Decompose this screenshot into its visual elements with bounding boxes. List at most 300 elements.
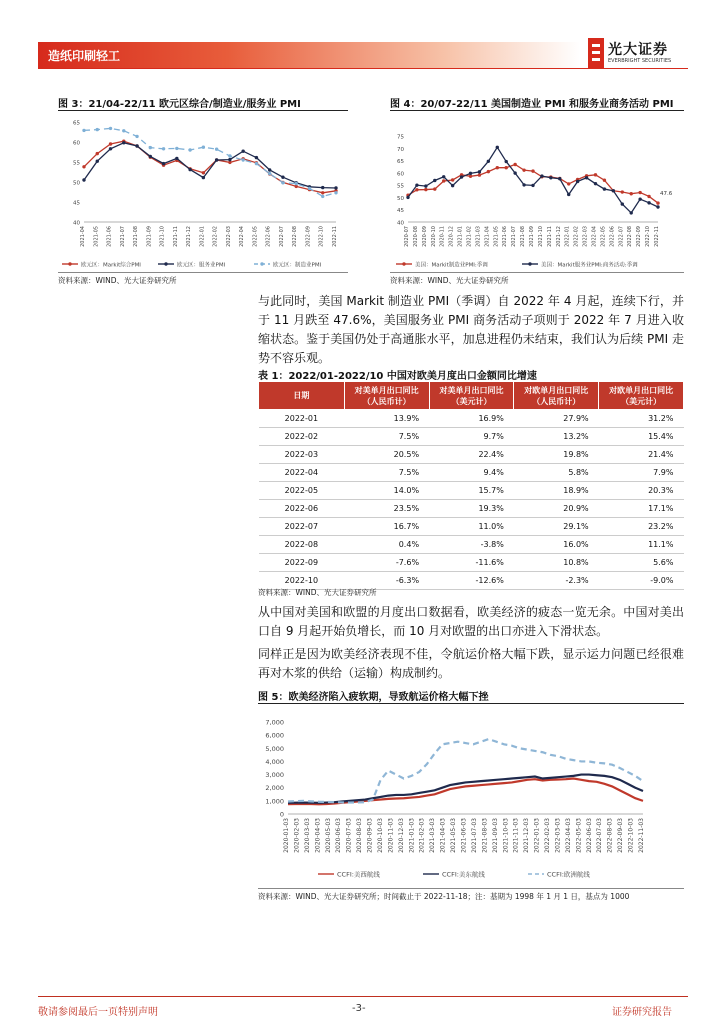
data-point	[505, 160, 508, 163]
data-point	[522, 168, 525, 171]
table-value-cell: 23.2%	[599, 518, 684, 536]
legend-label: CCFI:欧洲航线	[547, 870, 590, 879]
data-point	[241, 158, 244, 161]
table-value-cell: 20.3%	[599, 482, 684, 500]
x-tick-label: 2021-02-03	[418, 818, 426, 853]
data-point	[241, 150, 244, 153]
data-point	[228, 158, 231, 161]
fig5-chart	[258, 708, 684, 888]
data-point	[549, 176, 552, 179]
series-line	[288, 775, 643, 803]
table1-title: 表 1：2022/01-2022/10 中国对欧美月度出口金额同比增速	[258, 371, 537, 382]
footer-divider	[38, 996, 688, 997]
y-tick-label: 5,000	[265, 744, 284, 753]
y-tick-label: 0	[279, 810, 284, 819]
series-line	[288, 739, 643, 802]
x-tick-label: 2022-01-03	[533, 818, 541, 853]
x-tick-label: 2020-12	[448, 226, 455, 247]
table-value-cell: 15.7%	[429, 482, 514, 500]
data-point	[540, 174, 543, 177]
table-date-cell: 2022-07	[259, 518, 345, 536]
table-value-cell: -7.6%	[344, 554, 429, 572]
table-value-cell: 13.2%	[514, 428, 599, 446]
x-tick-label: 2022-06	[265, 226, 272, 247]
x-tick-label: 2022-02	[573, 226, 580, 247]
fig4-rule-bottom	[390, 272, 684, 273]
data-point	[451, 178, 454, 181]
table-value-cell: 0.4%	[344, 536, 429, 554]
fig5-rule-bottom	[258, 888, 684, 889]
data-point	[478, 170, 481, 173]
data-point	[202, 171, 205, 174]
logo-subtext: EVERBRIGHT SECURITIES	[608, 58, 672, 64]
data-point	[451, 184, 454, 187]
table-header-cell: 对美单月出口同比（人民币计）	[344, 382, 429, 410]
fig3-rule	[58, 110, 348, 111]
series-line	[408, 147, 658, 213]
data-point	[621, 202, 624, 205]
table-value-cell: 20.5%	[344, 446, 429, 464]
x-tick-label: 2021-08	[133, 226, 140, 247]
data-point	[215, 148, 218, 151]
table-date-cell: 2022-06	[259, 500, 345, 518]
table-value-cell: -3.8%	[429, 536, 514, 554]
data-point	[496, 146, 499, 149]
table-value-cell: 20.9%	[514, 500, 599, 518]
data-point	[496, 166, 499, 169]
x-tick-label: 2020-05-03	[324, 818, 332, 853]
x-tick-label: 2022-04-03	[564, 818, 572, 853]
table-value-cell: 14.0%	[344, 482, 429, 500]
section-title: 造纸印刷轻工	[48, 49, 121, 63]
table-value-cell: 5.6%	[599, 554, 684, 572]
table-value-cell: -9.0%	[599, 572, 684, 590]
paragraph-pmi: 与此同时，美国 Markit 制造业 PMI（季调）自 2022 年 4 月起，连续下行，并于 11 月跌至 47.6%，美国服务业 PMI 商务活动子项则于 2022 年 7 月进入收缩状态。鉴于美国仍处于高通胀水平，加息进程仍未结束，我们认为后续 PMI 走势不容乐观。	[258, 294, 684, 365]
table-value-cell: 21.4%	[599, 446, 684, 464]
data-point	[268, 168, 271, 171]
x-tick-label: 2022-09	[305, 226, 312, 247]
x-tick-label: 2020-07	[404, 226, 410, 247]
fig3-chart	[58, 112, 348, 272]
data-point	[638, 191, 641, 194]
data-point	[96, 160, 99, 163]
x-tick-label: 2020-11	[439, 226, 446, 247]
table-header-cell: 对欧单月出口同比（人民币计）	[514, 382, 599, 410]
x-tick-label: 2021-09-03	[491, 818, 499, 853]
table-value-cell: 15.4%	[599, 428, 684, 446]
x-tick-label: 2022-03	[225, 226, 232, 247]
x-tick-label: 2022-11-03	[638, 818, 645, 853]
table-row	[259, 446, 684, 464]
x-tick-label: 2021-12-03	[523, 818, 531, 853]
data-point	[630, 192, 633, 195]
data-point	[308, 187, 311, 190]
x-tick-label: 2022-02-03	[544, 818, 552, 853]
x-tick-label: 2022-01	[564, 226, 571, 247]
data-point	[175, 147, 178, 150]
fig5-title: 图 5：欧美经济陷入疲软期，导致航运价格大幅下挫	[258, 692, 489, 703]
data-point	[603, 179, 606, 182]
data-point	[585, 176, 588, 179]
table-value-cell: 19.8%	[514, 446, 599, 464]
fig4-title: 图 4：20/07-22/11 美国制造业 PMI 和服务业商务活动 PMI	[390, 99, 674, 110]
table-row	[259, 482, 684, 500]
table-value-cell: 29.1%	[514, 518, 599, 536]
y-tick-label: 40	[73, 220, 80, 227]
y-tick-label: 70	[397, 146, 404, 153]
data-point	[442, 175, 445, 178]
data-point	[295, 182, 298, 185]
data-point	[567, 182, 570, 185]
table-row	[259, 500, 684, 518]
data-point	[603, 187, 606, 190]
x-tick-label: 2021-06	[106, 226, 113, 247]
header-divider	[38, 68, 688, 69]
x-tick-label: 2022-01	[199, 226, 206, 247]
y-tick-label: 45	[73, 200, 80, 207]
y-tick-label: 3,000	[265, 771, 284, 780]
table-value-cell: 17.1%	[599, 500, 684, 518]
y-tick-label: 55	[73, 160, 80, 167]
x-tick-label: 2022-09	[636, 226, 643, 247]
table-value-cell: -6.3%	[344, 572, 429, 590]
fig5-rule	[258, 703, 684, 704]
x-tick-label: 2022-06	[609, 226, 616, 247]
data-point	[424, 184, 427, 187]
table-row	[259, 410, 684, 428]
table-row	[259, 518, 684, 536]
x-tick-label: 2021-05	[93, 226, 100, 247]
legend-marker	[68, 262, 71, 265]
x-tick-label: 2021-03	[475, 226, 482, 247]
y-tick-label: 2,000	[265, 784, 284, 793]
legend-marker	[528, 262, 531, 265]
table-value-cell: 22.4%	[429, 446, 514, 464]
x-tick-label: 2020-11-03	[387, 818, 395, 853]
data-point	[202, 146, 205, 149]
legend-label: 欧元区：Markit综合PMI	[81, 262, 141, 269]
y-tick-label: 1,000	[265, 797, 284, 806]
table-header-cell: 对欧单月出口同比（美元计）	[599, 382, 684, 410]
x-tick-label: 2020-01-03	[283, 818, 290, 853]
table-date-cell: 2022-01	[259, 410, 345, 428]
data-point	[621, 190, 624, 193]
table-value-cell: 18.9%	[514, 482, 599, 500]
x-tick-label: 2021-06-03	[460, 818, 468, 853]
data-point	[109, 127, 112, 130]
legend-marker	[402, 262, 405, 265]
y-tick-label: 60	[397, 171, 404, 178]
x-tick-label: 2021-10	[537, 226, 544, 247]
x-tick-label: 2020-07-03	[345, 818, 353, 853]
table-date-cell: 2022-04	[259, 464, 345, 482]
x-tick-label: 2021-07-03	[470, 818, 478, 853]
data-point	[122, 141, 125, 144]
y-tick-label: 6,000	[265, 731, 284, 740]
x-tick-label: 2021-04	[80, 226, 86, 247]
logo	[588, 38, 688, 68]
y-tick-label: 50	[397, 195, 404, 202]
x-tick-label: 2022-08	[292, 225, 299, 247]
x-tick-label: 2021-12	[555, 226, 562, 247]
table-value-cell: 11.1%	[599, 536, 684, 554]
table-row	[259, 554, 684, 572]
section-banner	[38, 42, 580, 68]
table-row	[259, 536, 684, 554]
data-point	[149, 155, 152, 158]
fig3-source: 资料来源：WIND、光大证券研究所	[58, 276, 177, 285]
x-tick-label: 2022-09-03	[617, 818, 625, 853]
annotation-label: 47.6	[660, 191, 673, 197]
x-tick-label: 2021-03-03	[429, 818, 437, 853]
x-tick-label: 2021-05	[493, 226, 500, 247]
y-tick-label: 75	[397, 134, 404, 141]
data-point	[188, 168, 191, 171]
table-header-cell: 日期	[259, 382, 345, 410]
footer-report-type: 证券研究报告	[612, 1007, 672, 1018]
x-tick-label: 2020-12-03	[397, 818, 405, 853]
x-tick-label: 2020-06-03	[335, 818, 343, 853]
data-point	[513, 163, 516, 166]
x-tick-label: 2022-08-03	[606, 818, 614, 853]
data-point	[531, 184, 534, 187]
export-table	[258, 381, 684, 590]
x-tick-label: 2022-10	[645, 226, 652, 247]
x-tick-label: 2020-09-03	[366, 818, 374, 853]
y-tick-label: 65	[73, 120, 80, 127]
series-line	[84, 128, 336, 196]
data-point	[647, 195, 650, 198]
data-point	[149, 146, 152, 149]
data-point	[135, 135, 138, 138]
y-tick-label: 4,000	[265, 757, 284, 766]
data-point	[135, 144, 138, 147]
x-tick-label: 2022-05-03	[575, 818, 583, 853]
data-point	[594, 182, 597, 185]
legend-label: 欧元区：制造业PMI	[273, 262, 322, 269]
x-tick-label: 2022-07-03	[596, 818, 604, 853]
x-tick-label: 2021-02	[466, 226, 473, 247]
x-tick-label: 2022-10	[318, 226, 325, 247]
y-tick-label: 65	[397, 159, 404, 166]
legend-label: 欧元区：服务业PMI	[177, 262, 226, 269]
table1-source: 资料来源：WIND、光大证券研究所	[258, 588, 377, 597]
x-tick-label: 2020-08	[412, 226, 419, 247]
data-point	[281, 176, 284, 179]
table-date-cell: 2022-03	[259, 446, 345, 464]
data-point	[522, 183, 525, 186]
data-point	[334, 191, 337, 194]
data-point	[96, 152, 99, 155]
x-tick-label: 2022-11	[654, 226, 660, 247]
legend-marker	[260, 262, 263, 265]
x-tick-label: 2020-04-03	[314, 818, 322, 853]
table-value-cell: -11.6%	[429, 554, 514, 572]
data-point	[612, 189, 615, 192]
data-point	[175, 157, 178, 160]
data-point	[487, 170, 490, 173]
table-value-cell: 16.0%	[514, 536, 599, 554]
x-tick-label: 2022-07	[618, 226, 625, 247]
y-tick-label: 60	[73, 140, 80, 147]
data-point	[415, 183, 418, 186]
legend-label: CCFI:美西航线	[337, 870, 380, 879]
x-tick-label: 2022-04	[239, 226, 246, 247]
x-tick-label: 2020-10-03	[376, 818, 384, 853]
data-point	[109, 147, 112, 150]
data-point	[513, 171, 516, 174]
x-tick-label: 2021-11	[546, 226, 553, 247]
legend-label: 美国：Markit制造业PMI:季调	[415, 262, 488, 269]
x-tick-label: 2021-01-03	[408, 818, 416, 853]
x-tick-label: 2021-09	[146, 226, 153, 247]
data-point	[558, 177, 561, 180]
x-tick-label: 2021-07	[511, 226, 518, 247]
paragraph-shipping: 同样正是因为欧美经济表现不佳，令航运价格大幅下跌，显示运力问题已经很难再对木浆的供给（运输）构成制约。	[258, 647, 684, 680]
table-date-cell: 2022-10	[259, 572, 345, 590]
data-point	[188, 148, 191, 151]
data-point	[478, 173, 481, 176]
table-header-row	[259, 382, 684, 410]
x-tick-label: 2021-05-03	[450, 818, 458, 853]
data-point	[567, 193, 570, 196]
logo-text: 光大证券	[608, 42, 668, 58]
y-tick-label: 40	[397, 220, 404, 227]
x-tick-label: 2021-08	[520, 226, 527, 247]
data-point	[415, 188, 418, 191]
data-point	[460, 175, 463, 178]
x-tick-label: 2022-06-03	[585, 818, 593, 853]
x-tick-label: 2021-01	[457, 226, 464, 247]
series-line	[84, 141, 336, 193]
data-point	[594, 173, 597, 176]
data-point	[255, 156, 258, 159]
data-point	[82, 129, 85, 132]
data-point	[321, 195, 324, 198]
fig4-source: 资料来源：WIND、光大证券研究所	[390, 276, 509, 285]
data-point	[505, 166, 508, 169]
data-point	[433, 179, 436, 182]
data-point	[96, 128, 99, 131]
y-tick-label: 50	[73, 180, 80, 187]
data-point	[406, 196, 409, 199]
table-value-cell: 16.9%	[429, 410, 514, 428]
table-date-cell: 2022-09	[259, 554, 345, 572]
data-point	[334, 186, 337, 189]
y-tick-label: 45	[397, 208, 404, 215]
paragraph-exports: 从中国对美国和欧盟的月度出口数据看，欧美经济的疲态一览无余。中国对美出口自 9 月起开始负增长，而 10 月对欧盟的出口亦进入下滑状态。	[258, 605, 684, 638]
table-value-cell: 11.0%	[429, 518, 514, 536]
table-value-cell: 7.5%	[344, 428, 429, 446]
fig3-rule-bottom	[58, 272, 348, 273]
table-value-cell: 9.7%	[429, 428, 514, 446]
data-point	[424, 188, 427, 191]
y-tick-label: 7,000	[265, 718, 284, 727]
data-point	[228, 154, 231, 157]
table-body	[259, 410, 684, 590]
series-line	[84, 143, 336, 188]
data-point	[255, 162, 258, 165]
footer-disclaimer: 敬请参阅最后一页特别声明	[38, 1007, 158, 1018]
table-value-cell: 7.9%	[599, 464, 684, 482]
table-value-cell: -2.3%	[514, 572, 599, 590]
data-point	[469, 172, 472, 175]
data-point	[638, 197, 641, 200]
table-row	[259, 464, 684, 482]
data-point	[469, 175, 472, 178]
table-date-cell: 2022-08	[259, 536, 345, 554]
fig4-chart	[390, 112, 684, 272]
x-tick-label: 2021-12	[186, 226, 193, 247]
table-row	[259, 428, 684, 446]
x-tick-label: 2021-04	[484, 226, 491, 247]
fig4-rule	[390, 110, 684, 111]
legend-marker	[164, 262, 167, 265]
data-point	[630, 211, 633, 214]
logo-icon	[588, 38, 604, 68]
x-tick-label: 2022-11	[332, 226, 338, 247]
x-tick-label: 2021-08-03	[481, 818, 489, 853]
data-point	[487, 160, 490, 163]
x-tick-label: 2021-11-03	[512, 818, 520, 853]
data-point	[202, 176, 205, 179]
table-date-cell: 2022-02	[259, 428, 345, 446]
table-value-cell: 27.9%	[514, 410, 599, 428]
x-tick-label: 2020-08-03	[356, 818, 364, 853]
table-value-cell: 7.5%	[344, 464, 429, 482]
data-point	[215, 158, 218, 161]
x-tick-label: 2020-10	[430, 226, 437, 247]
table-header-cell: 对美单月出口同比（美元计）	[429, 382, 514, 410]
x-tick-label: 2020-03-03	[303, 818, 311, 853]
x-tick-label: 2021-09	[529, 226, 535, 247]
data-point	[162, 147, 165, 150]
data-point	[321, 191, 324, 194]
table-value-cell: 10.8%	[514, 554, 599, 572]
fig5-source: 资料来源：WIND、光大证券研究所；时间截止于 2022-11-18；注：基期为 1998 年 1 月 1 日，基点为 1000	[258, 892, 630, 901]
x-tick-label: 2022-07	[278, 226, 285, 247]
x-tick-label: 2022-10-03	[627, 818, 635, 853]
data-point	[433, 187, 436, 190]
legend-label: CCFI:美东航线	[442, 870, 485, 879]
data-point	[442, 179, 445, 182]
data-point	[531, 169, 534, 172]
data-point	[82, 165, 85, 168]
table-date-cell: 2022-05	[259, 482, 345, 500]
x-tick-label: 2022-02	[212, 226, 219, 247]
table-value-cell: -12.6%	[429, 572, 514, 590]
y-tick-label: 55	[397, 183, 404, 190]
data-point	[82, 178, 85, 181]
table-value-cell: 13.9%	[344, 410, 429, 428]
table-value-cell: 5.8%	[514, 464, 599, 482]
legend-label: 美国：Markit服务业PMI:商务活动:季调	[541, 262, 638, 269]
x-tick-label: 2022-08	[627, 226, 634, 247]
data-point	[122, 129, 125, 132]
x-tick-label: 2021-10	[159, 226, 166, 247]
x-tick-label: 2021-04-03	[439, 818, 447, 853]
data-point	[268, 172, 271, 175]
table-value-cell: 23.5%	[344, 500, 429, 518]
data-point	[656, 201, 659, 204]
x-tick-label: 2022-04	[591, 226, 598, 247]
data-point	[321, 186, 324, 189]
data-point	[162, 162, 165, 165]
x-tick-label: 2020-02-03	[293, 818, 301, 853]
data-point	[656, 205, 659, 208]
x-tick-label: 2021-07	[119, 226, 126, 247]
table-value-cell: 9.4%	[429, 464, 514, 482]
